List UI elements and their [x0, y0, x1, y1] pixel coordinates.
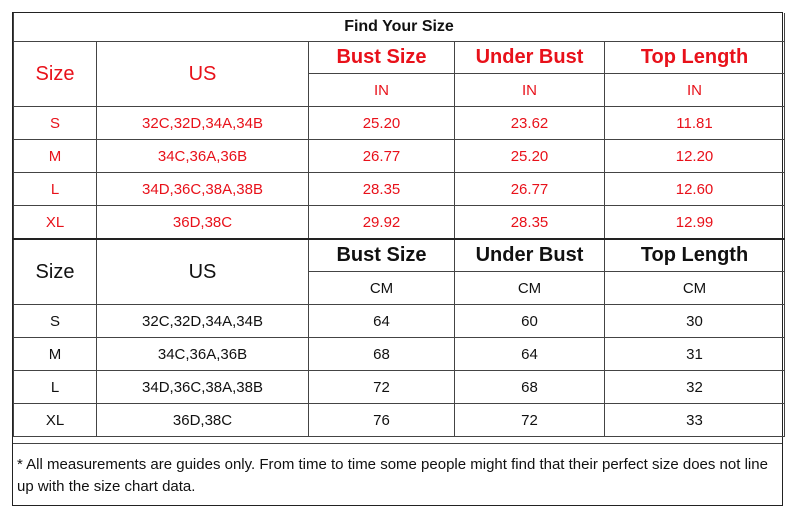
in-cell-under: 25.20 — [455, 140, 605, 173]
in-cell-bust: 28.35 — [309, 173, 455, 206]
in-unit-under: IN — [455, 74, 605, 107]
cm-cell-us: 36D,38C — [97, 404, 309, 437]
cm-header-top: Top Length — [605, 239, 785, 272]
cm-cell-us: 34D,36C,38A,38B — [97, 371, 309, 404]
in-cell-us: 34D,36C,38A,38B — [97, 173, 309, 206]
in-header-under: Under Bust — [455, 42, 605, 74]
in-cell-us: 32C,32D,34A,34B — [97, 107, 309, 140]
cm-unit-under: CM — [455, 272, 605, 305]
size-table — [13, 13, 785, 437]
cm-unit-bust: CM — [309, 272, 455, 305]
cm-cell-size: L — [14, 371, 97, 404]
cm-cell-under: 72 — [455, 404, 605, 437]
cm-cell-under: 68 — [455, 371, 605, 404]
in-cell-us: 34C,36A,36B — [97, 140, 309, 173]
cm-cell-size: S — [14, 305, 97, 338]
in-cell-size: XL — [14, 206, 97, 240]
in-row-s — [14, 107, 785, 140]
cm-cell-top: 31 — [605, 338, 785, 371]
cm-cell-bust: 72 — [309, 371, 455, 404]
cm-cell-under: 64 — [455, 338, 605, 371]
in-row-l — [14, 173, 785, 206]
in-cell-top: 12.60 — [605, 173, 785, 206]
in-header-bust: Bust Size — [309, 42, 455, 74]
in-cell-bust: 25.20 — [309, 107, 455, 140]
cm-row-xl — [14, 404, 785, 437]
cm-cell-bust: 68 — [309, 338, 455, 371]
cm-row-m — [14, 338, 785, 371]
in-unit-bust: IN — [309, 74, 455, 107]
cm-cell-size: M — [14, 338, 97, 371]
cm-cell-us: 32C,32D,34A,34B — [97, 305, 309, 338]
in-cell-bust: 26.77 — [309, 140, 455, 173]
cm-header-under: Under Bust — [455, 239, 605, 272]
cm-cell-under: 60 — [455, 305, 605, 338]
in-unit-top: IN — [605, 74, 785, 107]
in-row-m — [14, 140, 785, 173]
in-header-size: Size — [14, 42, 97, 107]
in-cell-top: 12.99 — [605, 206, 785, 240]
size-chart — [12, 12, 783, 506]
in-header-us: US — [97, 42, 309, 107]
in-cell-size: M — [14, 140, 97, 173]
cm-cell-top: 33 — [605, 404, 785, 437]
cm-header-bust: Bust Size — [309, 239, 455, 272]
cm-cell-bust: 76 — [309, 404, 455, 437]
in-cell-size: L — [14, 173, 97, 206]
in-row-xl — [14, 206, 785, 240]
in-cell-size: S — [14, 107, 97, 140]
in-header-top: Top Length — [605, 42, 785, 74]
cm-cell-bust: 64 — [309, 305, 455, 338]
cm-unit-top: CM — [605, 272, 785, 305]
in-cell-under: 28.35 — [455, 206, 605, 240]
cm-cell-top: 30 — [605, 305, 785, 338]
measurement-note: * All measurements are guides only. From time to time some people might find that their perfect size does not line up with the size chart data. — [13, 443, 782, 505]
chart-title: Find Your Size — [14, 13, 785, 42]
in-cell-top: 11.81 — [605, 107, 785, 140]
cm-cell-size: XL — [14, 404, 97, 437]
cm-row-s — [14, 305, 785, 338]
in-cell-us: 36D,38C — [97, 206, 309, 240]
in-cell-under: 23.62 — [455, 107, 605, 140]
in-cell-top: 12.20 — [605, 140, 785, 173]
cm-header-us: US — [97, 239, 309, 305]
in-cell-bust: 29.92 — [309, 206, 455, 240]
cm-cell-top: 32 — [605, 371, 785, 404]
cm-cell-us: 34C,36A,36B — [97, 338, 309, 371]
in-cell-under: 26.77 — [455, 173, 605, 206]
cm-row-l — [14, 371, 785, 404]
cm-header-size: Size — [14, 239, 97, 305]
